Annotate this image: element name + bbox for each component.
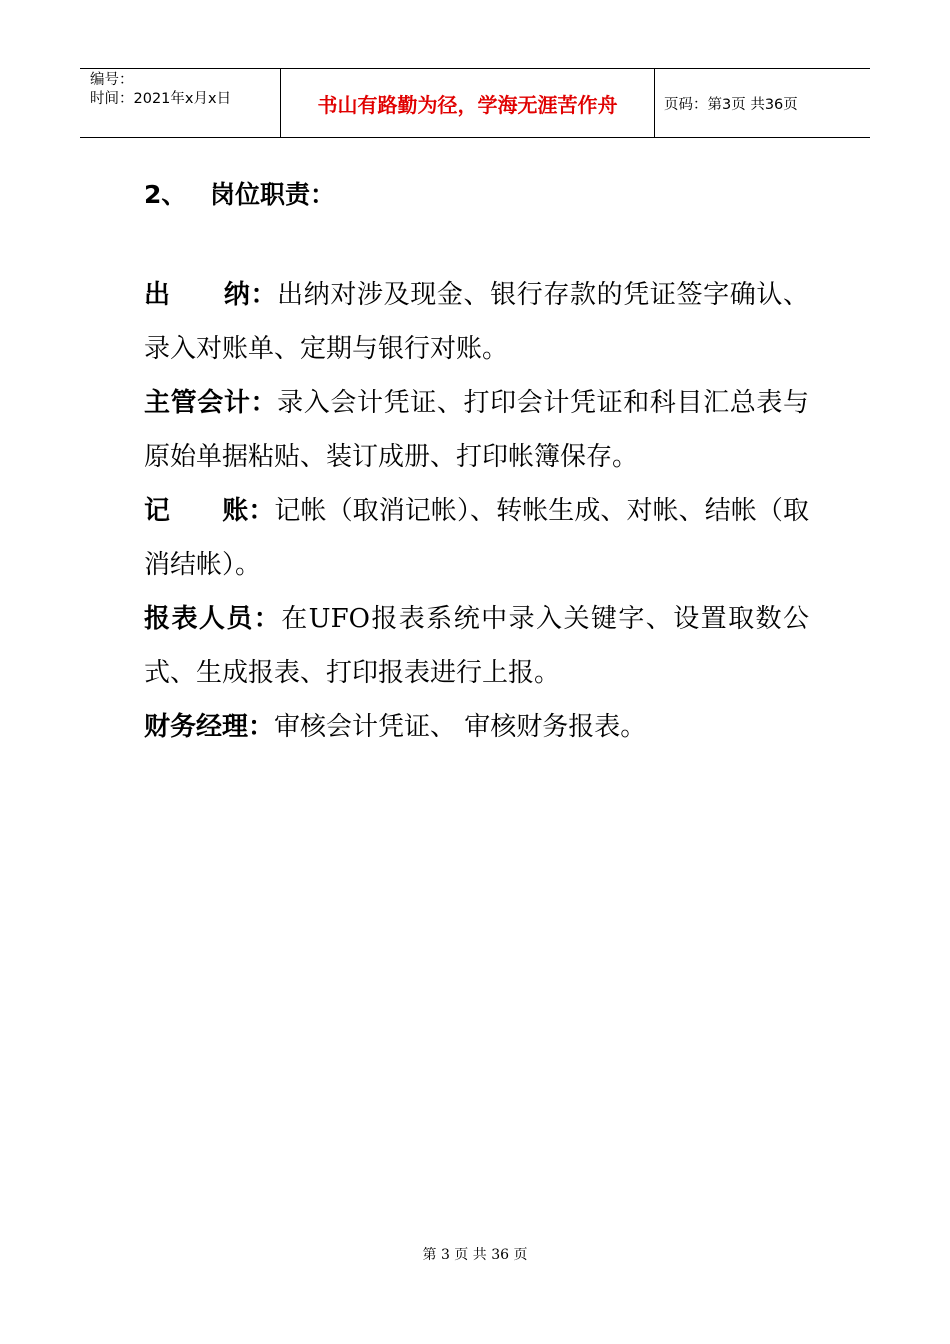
page-header (80, 68, 870, 138)
duty-item-chief-accountant (144, 376, 809, 484)
document-date-label: 时间：2021年x月x日 (90, 91, 232, 107)
duty-item-report-staff (144, 592, 809, 700)
section-title: 岗位职责： (210, 180, 336, 209)
header-motto: 书山有路勤为径，学海无涯苦作舟 (281, 69, 655, 137)
duty-text: 审核会计凭证、 审核财务报表。 (274, 712, 647, 742)
duty-label: 记 账： (144, 496, 275, 526)
page-footer: 第 3 页 共 36 页 (422, 1247, 528, 1263)
section-heading (144, 175, 335, 211)
duty-item-bookkeeping (144, 484, 809, 592)
duty-text: 出纳对涉及现金、银行存款的凭证签字确认、录入对账单、定期与银行对账。 (144, 280, 809, 364)
duty-text: 录入会计凭证、打印会计凭证和科目汇总表与原始单据粘贴、装订成册、打印帐簿保存。 (144, 388, 809, 472)
duty-item-cashier (144, 268, 809, 376)
duty-label: 财务经理： (144, 712, 275, 742)
duty-label: 报表人员： (144, 604, 282, 634)
section-number: 2、 (144, 180, 187, 209)
duty-text: 在UFO报表系统中录入关键字、设置取数公式、生成报表、打印报表进行上报。 (144, 604, 809, 688)
header-page-info: 页码：第3页 共36页 (664, 96, 798, 113)
duty-text: 记帐（取消记帐）、转帐生成、对帐、结帐（取消结帐）。 (144, 496, 809, 580)
header-meta (80, 69, 281, 137)
duty-label: 主管会计： (144, 388, 278, 418)
duty-item-finance-manager (144, 700, 809, 754)
duty-list (144, 268, 809, 754)
duty-label: 出 纳： (144, 280, 278, 310)
document-number-label: 编号： (90, 72, 134, 88)
